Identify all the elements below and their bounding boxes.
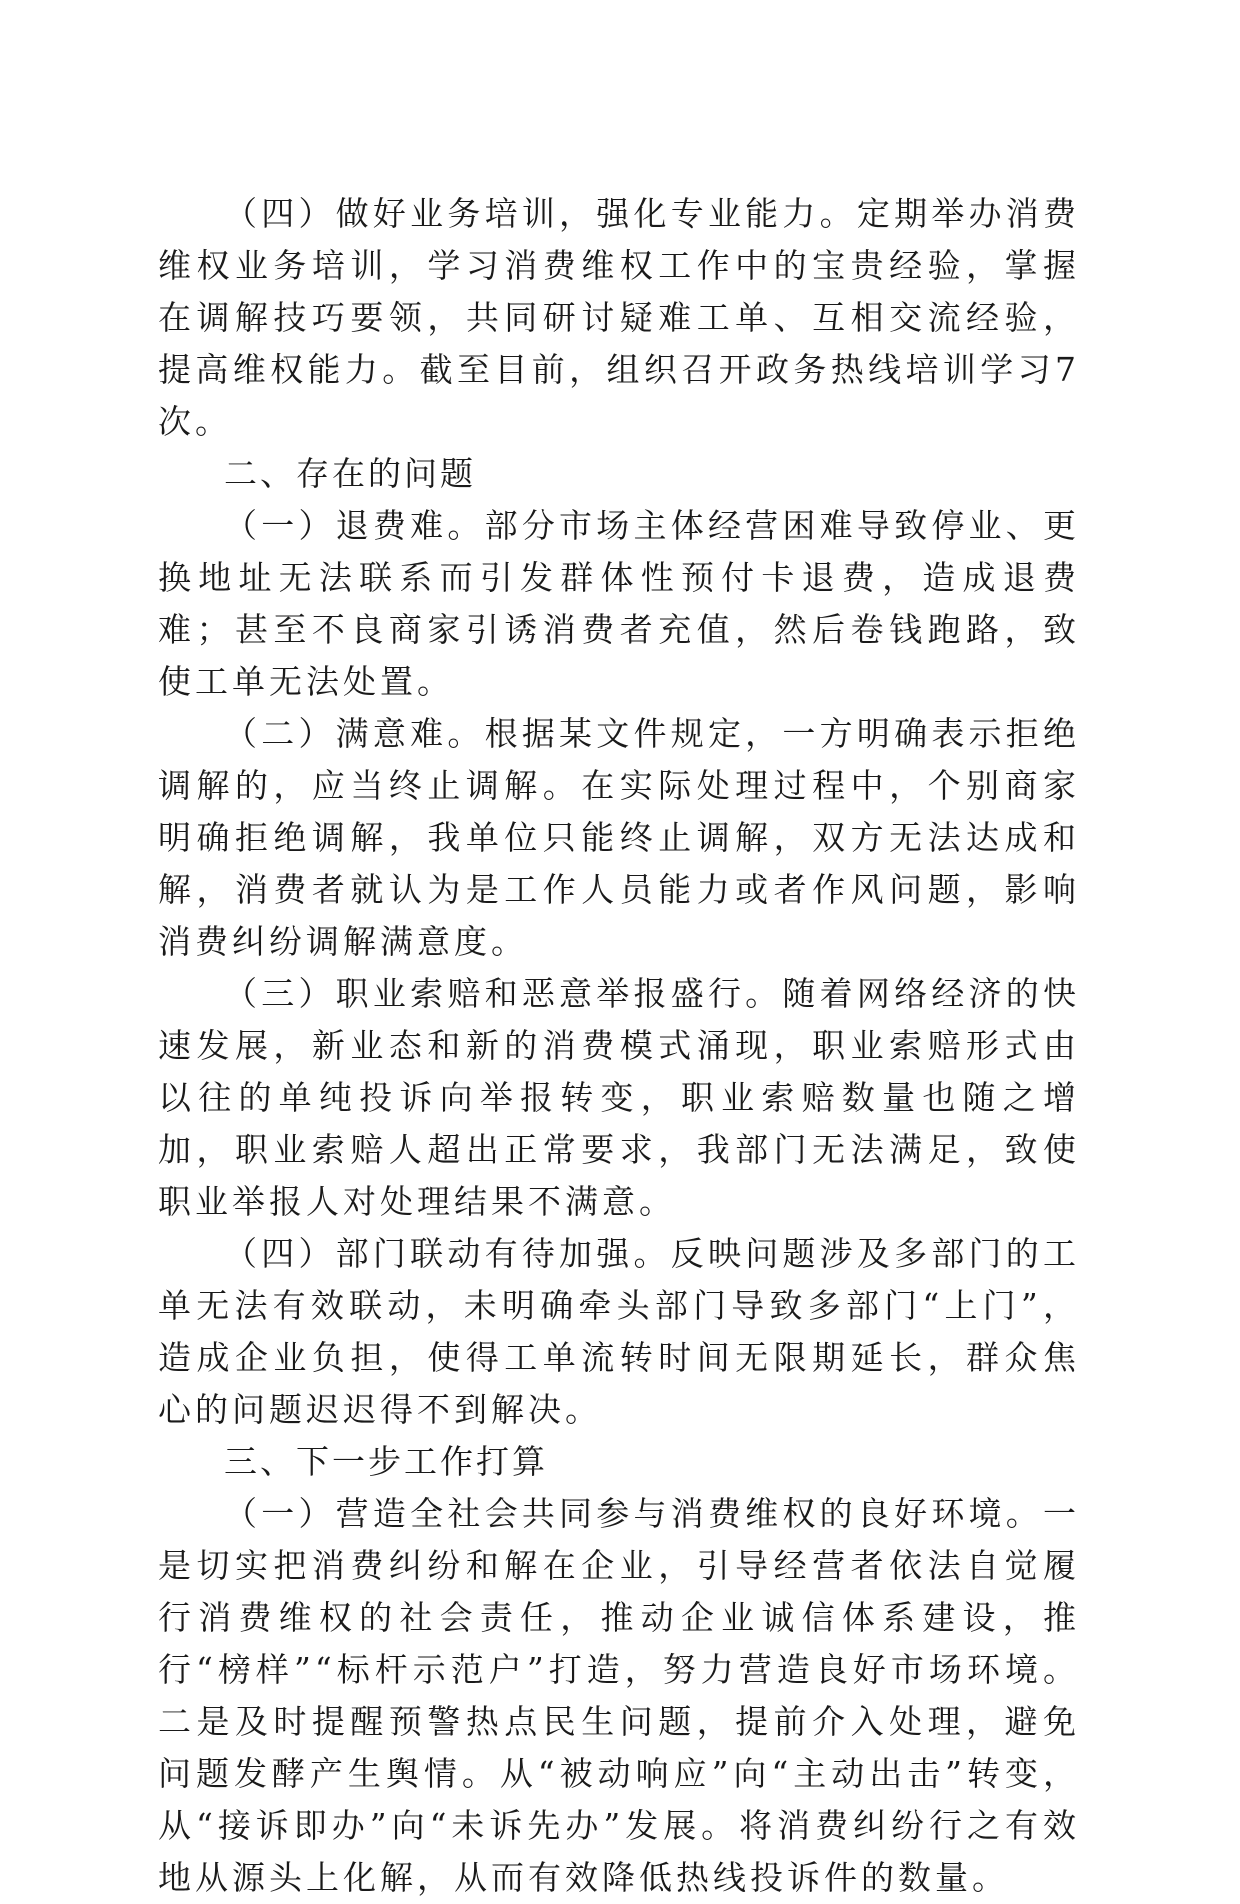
paragraph-lead: （四）做好业务培训，强化专业能力。: [224, 194, 857, 233]
document-page: [158, 188, 1080, 1904]
paragraph-satisfaction-difficulty: [158, 708, 1080, 968]
paragraph-lead: （四）部门联动有待加强。: [224, 1234, 671, 1273]
paragraph-lead: （一）退费难。: [224, 506, 485, 545]
section-heading-next-steps: 三、下一步工作打算: [224, 1442, 548, 1481]
paragraph-environment: [158, 1488, 1080, 1904]
paragraph-department-coordination: [158, 1228, 1080, 1436]
paragraph-training: [158, 188, 1080, 448]
paragraph-professional-claims: [158, 968, 1080, 1228]
paragraph-lead: （三）职业索赔和恶意举报盛行。: [224, 974, 783, 1013]
section-heading-problems: 二、存在的问题: [224, 454, 476, 493]
paragraph-body: 根据某文件规定，一方明确表示拒绝调解的，应当终止调解。在实际处理过程中，个别商家明确拒绝调解，我单位只能终止调解，双方无法达成和解，消费者就认为是工作人员能力或者作风问题，影响消费纠纷调解满意度。: [158, 714, 1081, 961]
paragraph-refund-difficulty: [158, 500, 1080, 708]
paragraph-body: 一是切实把消费纠纷和解在企业，引导经营者依法自觉履行消费维权的社会责任，推动企业诚信体系建设，推行“榜样”“标杆示范户”打造，努力营造良好市场环境。二是及时提醒预警热点民生问题，提前介入处理，避免问题发酵产生舆情。从“被动响应”向“主动出击”转变，从“接诉即办”向“未诉先办”发展。将消费纠纷行之有效地从源头上化解，从而有效降低热线投诉件的数量。: [158, 1494, 1080, 1897]
paragraph-body: 定期举办消费维权业务培训，学习消费维权工作中的宝贵经验，掌握在调解技巧要领，共同研讨疑难工单、互相交流经验，提高维权能力。截至目前，组织召开政务热线培训学习7次。: [158, 194, 1081, 441]
paragraph-body: 随着网络经济的快速发展，新业态和新的消费模式涌现，职业索赔形式由以往的单纯投诉向举报转变，职业索赔数量也随之增加，职业索赔人超出正常要求，我部门无法满足，致使职业举报人对处理结果不满意。: [158, 974, 1081, 1221]
paragraph-body: 部分市场主体经营困难导致停业、更换地址无法联系而引发群体性预付卡退费，造成退费难；甚至不良商家引诱消费者充值，然后卷钱跑路，致使工单无法处置。: [158, 506, 1081, 701]
paragraph-lead: （二）满意难。: [224, 714, 485, 753]
paragraph-body: 反映问题涉及多部门的工单无法有效联动，未明确牵头部门导致多部门“上门”，造成企业负担，使得工单流转时间无限期延长，群众焦心的问题迟迟得不到解决。: [158, 1234, 1081, 1429]
paragraph-lead: （一）营造全社会共同参与消费维权的良好环境。: [224, 1494, 1043, 1533]
